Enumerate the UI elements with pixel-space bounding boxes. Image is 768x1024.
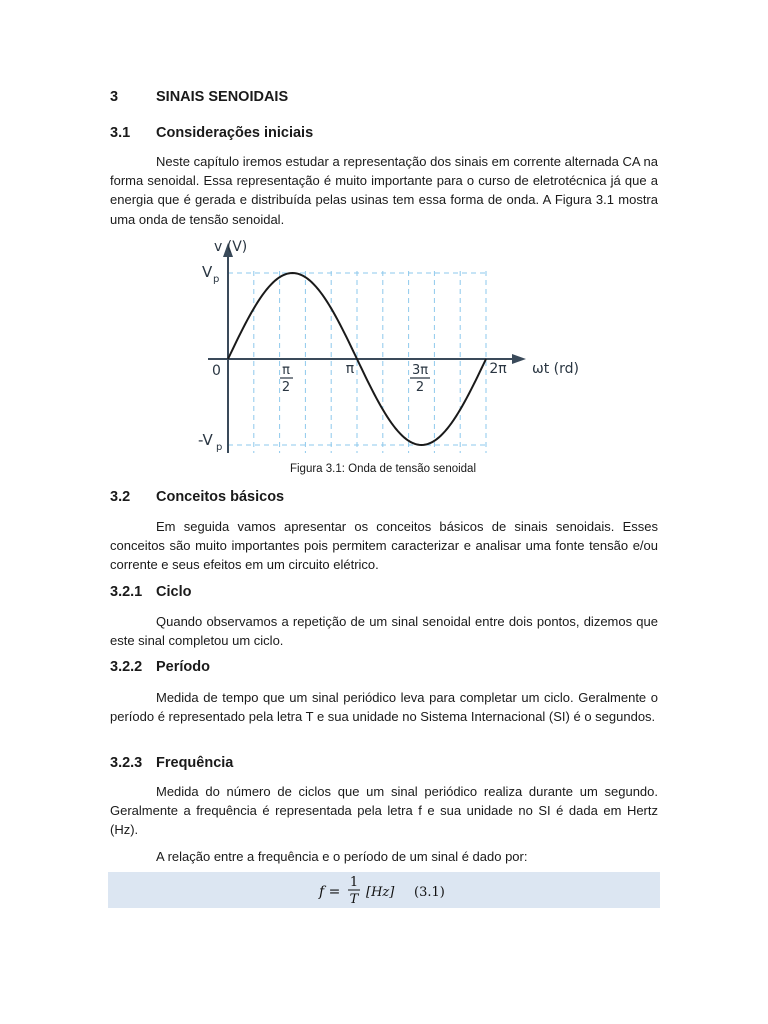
tick-two-pi: 2π [489,361,507,377]
equation [108,872,660,908]
sine-wave-figure [180,235,586,455]
section-3-1-paragraph [110,152,658,229]
section-3-2-3-title: Frequência [156,755,234,771]
section-3-1-title: Considerações iniciais [156,125,314,141]
section-3-2-title: Conceitos básicos [156,489,285,505]
equation-unit: [Hz] [366,885,395,900]
chapter-title: SINAIS SENOIDAIS [156,89,289,105]
equation-numerator: 1 [349,875,359,890]
vp-subscript: p [213,274,220,285]
tick-half-pi-denominator: 2 [281,380,291,395]
section-3-2-1-title: Ciclo [156,584,192,600]
chapter-number: 3 [110,89,119,105]
relation-paragraph [110,847,658,866]
vp-label: V [202,263,213,281]
section-3-2-3-paragraph [110,782,658,840]
section-3-2-1-number: 3.2.1 [110,584,143,600]
section-3-1-text: Neste capítulo iremos estudar a representação dos sinais em corrente alternada CA na forma senoidal. Essa representação é muito importante para o curso de eletrotécnica já que a energia que é gerada e distribuída pelas usinas tem essa forma de onda. A Figura 3.1 mostra uma onda de tensão senoidal. [110,154,658,227]
section-3-2-1-paragraph [110,612,658,650]
section-3-2-1-text: Quando observamos a repetição de um sinal senoidal entre dois pontos, dizemos que este sinal completou um ciclo. [110,614,658,649]
section-3-1-number: 3.1 [110,125,131,141]
equation-denominator: T [349,892,359,907]
origin-label: 0 [212,363,221,379]
neg-vp-subscript: p [216,442,223,453]
tick-pi: π [345,361,355,377]
section-3-2-2-title: Período [156,659,210,675]
x-axis-label: ωt (rd) [532,361,579,377]
section-3-2-number: 3.2 [110,489,131,505]
equation-lhs: f = [319,884,341,900]
tick-half-pi-numerator: π [282,363,290,378]
neg-vp-label: -V [198,431,213,449]
figure-caption: Figura 3.1: Onda de tensão senoidal [289,463,477,475]
tick-three-half-pi-numerator: 3π [411,363,429,378]
equation-tag: (3.1) [414,885,445,900]
equation-box [108,872,660,908]
section-3-2-2-paragraph [110,688,658,726]
section-3-2-paragraph [110,517,658,575]
tick-three-half-pi-denominator: 2 [415,380,425,395]
section-3-2-3-text: Medida do número de ciclos que um sinal periódico realiza durante um segundo. Geralmente a frequência é representada pela letra f e sua unidade no SI é dada em Hertz (Hz). [110,784,658,838]
y-axis-label: v (V) [214,239,248,255]
relation-text: A relação entre a frequência e o período de um sinal é dado por: [156,849,528,864]
section-3-2-2-number: 3.2.2 [110,659,143,675]
section-3-2-3-number: 3.2.3 [110,755,143,771]
section-3-2-2-text: Medida de tempo que um sinal periódico leva para completar um ciclo. Geralmente o período é representado pela letra T e sua unidade no Sistema Internacional (SI) é o segundos. [110,690,658,725]
section-3-2-text: Em seguida vamos apresentar os conceitos básicos de sinais senoidais. Esses conceitos são muito importantes pois permitem caracterizar e analisar uma fonte tensão e/ou corrente e seus efeitos em um circuito elétrico. [110,519,658,573]
